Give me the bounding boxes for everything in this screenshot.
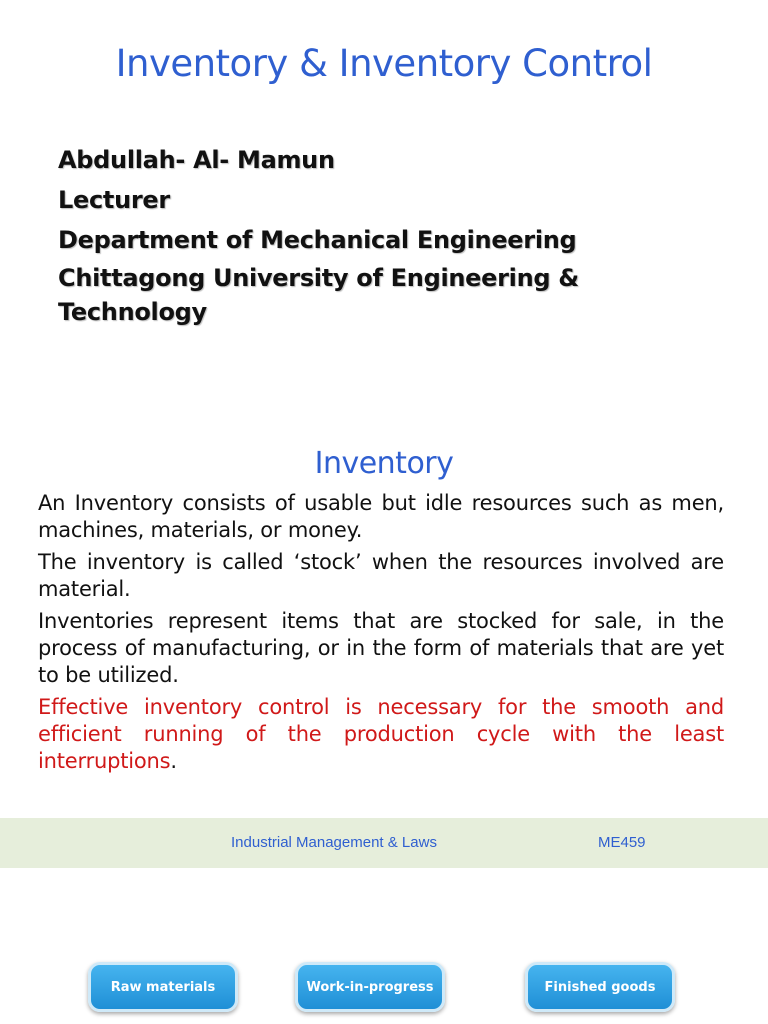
paragraph-definition: An Inventory consists of usable but idle resources such as men, machines, materials, or money.	[38, 491, 724, 542]
author-department: Department of Mechanical Engineering	[58, 226, 577, 254]
footer-course-code: ME459	[598, 834, 646, 851]
paragraph-representation: Inventories represent items that are stocked for sale, in the process of manufacturing, or in the form of materials that are yet to be utilized.	[38, 609, 724, 687]
paragraph-highlight	[38, 694, 724, 775]
highlight-text: Effective inventory control is necessary for the smooth and efficient running of the production cycle with the least interruptions	[38, 695, 724, 773]
slide-footer	[0, 818, 768, 868]
highlight-period: .	[170, 749, 177, 773]
author-position: Lecturer	[58, 186, 170, 214]
stage-work-in-progress: Work-in-progress	[295, 962, 445, 1012]
slide-title: Inventory & Inventory Control	[115, 42, 653, 85]
stage-finished-goods: Finished goods	[525, 962, 675, 1012]
stage-raw-materials: Raw materials	[88, 962, 238, 1012]
paragraph-stock: The inventory is called ‘stock’ when the resources involved are material.	[38, 550, 724, 601]
author-university-line2: Technology	[58, 298, 207, 326]
section-title: Inventory	[314, 446, 454, 481]
author-block	[58, 140, 738, 328]
footer-course: Industrial Management & Laws	[231, 834, 437, 851]
author-name: Abdullah- Al- Mamun	[58, 146, 335, 174]
body-text	[38, 490, 724, 780]
author-university-line1: Chittagong University of Engineering &	[58, 264, 579, 292]
